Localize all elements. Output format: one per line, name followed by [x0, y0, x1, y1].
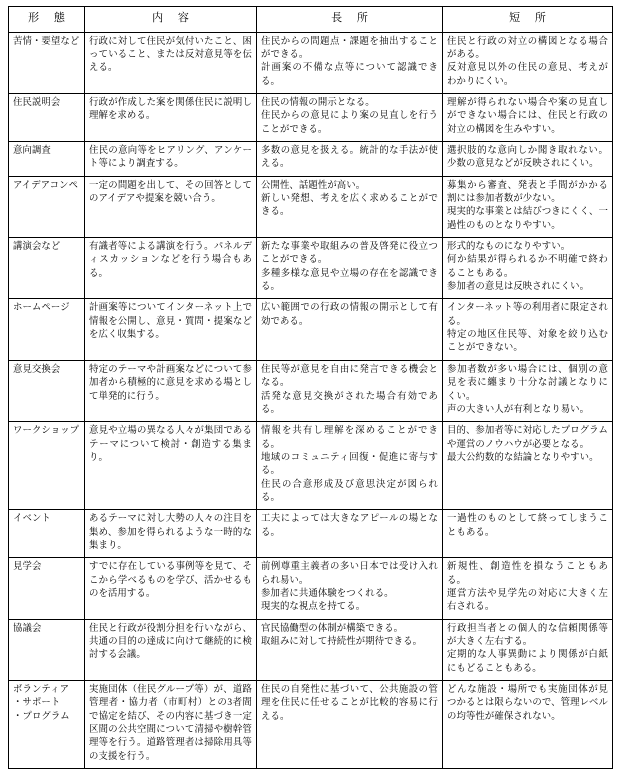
- cell-content: 有識者等による講演を行う。パネルディスカッションなどを行う場合もある。: [85, 238, 257, 299]
- cell-content: あるテーマに対し大勢の人々の注目を集め、参加を得られるような一時的な集まり。: [85, 510, 257, 558]
- column-header-demerit: 短 所: [443, 7, 613, 33]
- cell-merit: 住民等が意見を自由に発言できる機会となる。 活発な意見交換がされた場合有効である。: [257, 360, 443, 421]
- cell-form: 住民説明会: [9, 93, 85, 141]
- column-header-form: 形 態: [9, 7, 85, 33]
- cell-form: 講演会など: [9, 238, 85, 299]
- cell-merit: 工夫によっては大きなアピールの場となる。: [257, 510, 443, 558]
- column-header-content: 内 容: [85, 7, 257, 33]
- column-header-merit: 長 所: [257, 7, 443, 33]
- participation-methods-table: [8, 6, 613, 769]
- cell-content: 行政が作成した案を関係住民に説明し理解を求める。: [85, 93, 257, 141]
- table-body: [9, 32, 613, 769]
- cell-form: アイデアコンペ: [9, 176, 85, 237]
- cell-demerit: 募集から審査、発表と手間がかかる割には参加者数が少ない。 現実的な事業とは結びつきにくく、一過性のものとなりやすい。: [443, 176, 613, 237]
- table-row: [9, 510, 613, 558]
- table-row: [9, 558, 613, 619]
- cell-form: 見学会: [9, 558, 85, 619]
- cell-merit: 公開性、話題性が高い。 新しい発想、考えを広く求めることができる。: [257, 176, 443, 237]
- cell-merit: 住民の自発性に基づいて、公共施設の管理を住民に任せることが比較的容易に行える。: [257, 681, 443, 769]
- cell-merit: 官民協働型の体制が構築できる。 取組みに対して持続性が期待できる。: [257, 619, 443, 680]
- cell-merit: 情報を共有し理解を深めることができる。 地域のコミュニティ回復・促進に寄与する。 住民の合意形成及び意思決定が図られる。: [257, 422, 443, 510]
- table-row: [9, 32, 613, 93]
- table-row: [9, 619, 613, 680]
- cell-form: 意向調査: [9, 142, 85, 177]
- cell-content: 実施団体（住民グループ等）が、道路管理者・協力者（市町村）との3者間で協定を結び、その内容に基づき一定区間の公共空間について清掃や樹幹管理等を行う。道路管理者は掃除用具等の支援を行う。: [85, 681, 257, 769]
- cell-form: 協議会: [9, 619, 85, 680]
- cell-demerit: 理解が得られない場合や案の見直しができない場合には、住民と行政の対立の構図を生みやすい。: [443, 93, 613, 141]
- table-row: [9, 142, 613, 177]
- cell-merit: 広い範囲での行政の情報の開示として有効である。: [257, 299, 443, 360]
- cell-form: イベント: [9, 510, 85, 558]
- cell-merit: 住民の情報の開示となる。 住民からの意見により案の見直しを行うことができる。: [257, 93, 443, 141]
- cell-demerit: 形式的なものになりやすい。 何か結果が得られるか不明確で終わることもある。 参加者の意見は反映されにくい。: [443, 238, 613, 299]
- table-row: [9, 93, 613, 141]
- cell-demerit: インターネット等の利用者に限定される。 特定の地区住民等、対象を絞り込むことができない。: [443, 299, 613, 360]
- cell-demerit: 一過性のものとして終ってしまうこともある。: [443, 510, 613, 558]
- cell-merit: 住民からの問題点・課題を抽出することができる。 計画案の不備な点等について認識できる。: [257, 32, 443, 93]
- cell-form: 苦情・要望など: [9, 32, 85, 93]
- cell-merit: 多数の意見を扱える。統計的な手法が使える。: [257, 142, 443, 177]
- cell-content: 一定の問題を出して、その回答としてのアイデアや提案を競い合う。: [85, 176, 257, 237]
- cell-form: 意見交換会: [9, 360, 85, 421]
- cell-content: 行政に対して住民が気付いたこと、困っていること、または反対意見等を伝える。: [85, 32, 257, 93]
- cell-content: 特定のテーマや計画案などについて参加者から積極的に意見を求める場として単発的に行う。: [85, 360, 257, 421]
- cell-demerit: 住民と行政の対立の構図となる場合がある。 反対意見以外の住民の意見、考えがわかりにくい。: [443, 32, 613, 93]
- table-row: [9, 422, 613, 510]
- table-row: [9, 681, 613, 769]
- table-row: [9, 360, 613, 421]
- cell-demerit: 新規性、創造性を損なうこともある。 運営方法や見学先の対応に大きく左右される。: [443, 558, 613, 619]
- cell-demerit: 選択肢的な意向しか聞き取れない。少数の意見などが反映されにくい。: [443, 142, 613, 177]
- cell-demerit: 参加者数が多い場合には、個別の意見を表に纏まり十分な討議となりにくい。 声の大きい人が有利となり易い。: [443, 360, 613, 421]
- cell-form: ワークショップ: [9, 422, 85, 510]
- cell-form: ホームページ: [9, 299, 85, 360]
- cell-content: 住民と行政が役割分担を行いながら、共通の目的の達成に向けて継続的に検討する会議。: [85, 619, 257, 680]
- cell-content: すでに存在している事例等を見て、そこから学べるものを学び、活かせるものを活用する。: [85, 558, 257, 619]
- table-row: [9, 176, 613, 237]
- cell-demerit: どんな施設・場所でも実施団体が見つかるとは限らないので、管理レベルの均等性が確保されない。: [443, 681, 613, 769]
- table-row: [9, 238, 613, 299]
- cell-form: ボランティア ・サポート ・プログラム: [9, 681, 85, 769]
- cell-content: 意見や立場の異なる人々が集団であるテーマについて検討・創造する集まり。: [85, 422, 257, 510]
- cell-content: 住民の意向等をヒアリング、アンケート等により調査する。: [85, 142, 257, 177]
- table-row: [9, 299, 613, 360]
- cell-content: 計画案等についてインターネット上で情報を公開し、意見・質問・提案などを広く収集する。: [85, 299, 257, 360]
- table-header-row: [9, 7, 613, 33]
- cell-merit: 前例尊重主義者の多い日本では受け入れられ易い。 参加者に共通体験をつくれる。 現実的な視点を持てる。: [257, 558, 443, 619]
- cell-merit: 新たな事業や取組みの普及啓発に役立つことができる。 多種多様な意見や立場の存在を認識できる。: [257, 238, 443, 299]
- cell-demerit: 行政担当者との個人的な信頼関係等が大きく左右する。 定期的な人事異動により関係が白紙にもどることもある。: [443, 619, 613, 680]
- cell-demerit: 目的、参加者等に対応したプログラムや運営のノウハウが必要となる。 最大公約数的な結論となりやすい。: [443, 422, 613, 510]
